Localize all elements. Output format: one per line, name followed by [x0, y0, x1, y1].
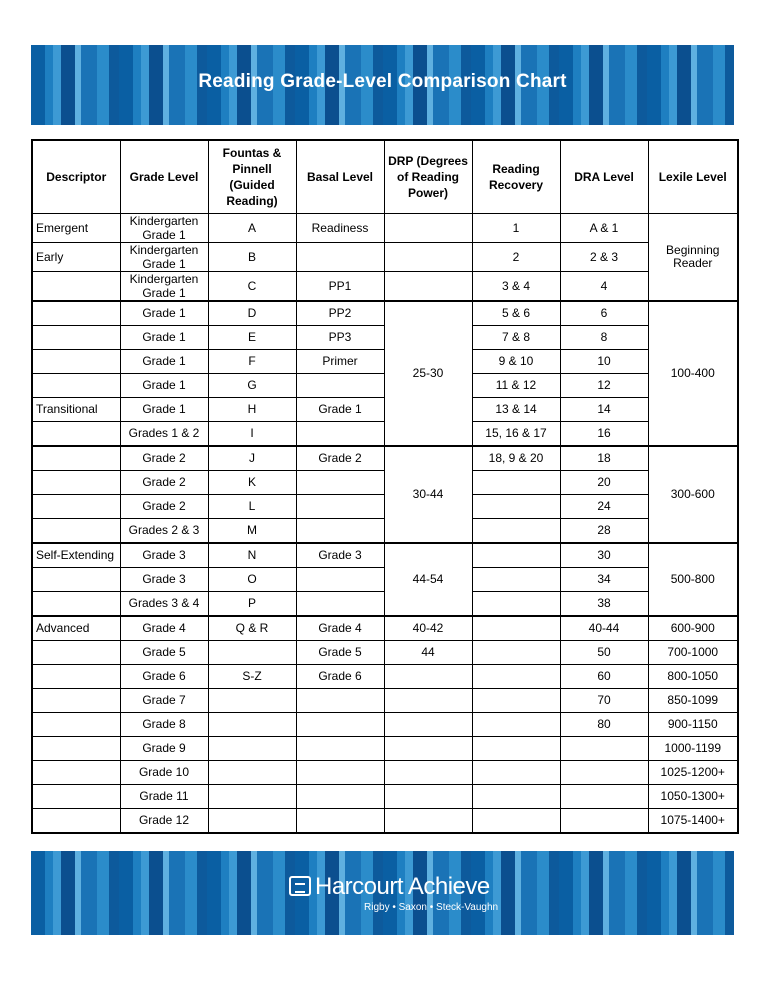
basal-cell: Primer: [296, 350, 384, 374]
table-row: [32, 785, 738, 809]
fp-cell: [208, 641, 296, 665]
rr-cell: [472, 616, 560, 641]
basal-cell: Grade 6: [296, 665, 384, 689]
basal-cell: [296, 471, 384, 495]
drp-cell: 44: [384, 641, 472, 665]
descriptor-cell: [32, 689, 120, 713]
table-row: [32, 761, 738, 785]
basal-cell: [296, 568, 384, 592]
grade-cell: Grade 1: [120, 326, 208, 350]
drp-cell: 44-54: [384, 543, 472, 616]
table-row: [32, 713, 738, 737]
fp-cell: [208, 737, 296, 761]
dra-cell: 40-44: [560, 616, 648, 641]
descriptor-cell: [32, 495, 120, 519]
logo-name: Harcourt Achieve: [315, 873, 490, 900]
descriptor-cell: [32, 761, 120, 785]
col-header: Reading Recovery: [472, 140, 560, 214]
basal-cell: [296, 785, 384, 809]
drp-cell: [384, 689, 472, 713]
dra-cell: 30: [560, 543, 648, 568]
lexile-cell: 300-600: [648, 446, 738, 543]
col-header: Descriptor: [32, 140, 120, 214]
fp-cell: D: [208, 301, 296, 326]
dra-cell: 80: [560, 713, 648, 737]
basal-cell: Grade 3: [296, 543, 384, 568]
descriptor-cell: [32, 785, 120, 809]
descriptor-cell: [32, 592, 120, 617]
lexile-cell: Beginning Reader: [648, 214, 738, 302]
fp-cell: P: [208, 592, 296, 617]
table-row: [32, 616, 738, 641]
rr-cell: [472, 543, 560, 568]
dra-cell: 16: [560, 422, 648, 447]
grade-cell: Grade 4: [120, 616, 208, 641]
fp-cell: N: [208, 543, 296, 568]
fp-cell: F: [208, 350, 296, 374]
grade-cell: Kindergarten Grade 1: [120, 214, 208, 243]
dra-cell: 10: [560, 350, 648, 374]
lexile-cell: 700-1000: [648, 641, 738, 665]
grade-cell: Grade 7: [120, 689, 208, 713]
basal-cell: [296, 761, 384, 785]
lexile-cell: 1000-1199: [648, 737, 738, 761]
fp-cell: C: [208, 272, 296, 302]
rr-cell: [472, 665, 560, 689]
dra-cell: 24: [560, 495, 648, 519]
drp-cell: [384, 785, 472, 809]
drp-cell: 25-30: [384, 301, 472, 446]
fp-cell: B: [208, 243, 296, 272]
descriptor-cell: Emergent: [32, 214, 120, 243]
fp-cell: [208, 689, 296, 713]
drp-cell: [384, 214, 472, 243]
fp-cell: [208, 713, 296, 737]
dra-cell: 60: [560, 665, 648, 689]
descriptor-cell: [32, 374, 120, 398]
grade-cell: Grades 1 & 2: [120, 422, 208, 447]
rr-cell: [472, 568, 560, 592]
rr-cell: [472, 519, 560, 544]
grade-cell: Grades 3 & 4: [120, 592, 208, 617]
col-header: Fountas & Pinnell (Guided Reading): [208, 140, 296, 214]
fp-cell: [208, 761, 296, 785]
table-row: [32, 543, 738, 568]
drp-cell: [384, 737, 472, 761]
rr-cell: 15, 16 & 17: [472, 422, 560, 447]
descriptor-cell: Early: [32, 243, 120, 272]
basal-cell: [296, 422, 384, 447]
descriptor-cell: [32, 272, 120, 302]
rr-cell: [472, 761, 560, 785]
harcourt-logo-icon: [289, 876, 311, 896]
dra-cell: [560, 809, 648, 834]
grade-cell: Grade 10: [120, 761, 208, 785]
basal-cell: PP2: [296, 301, 384, 326]
drp-cell: [384, 809, 472, 834]
drp-cell: 30-44: [384, 446, 472, 543]
table-row: [32, 214, 738, 243]
table-row: [32, 641, 738, 665]
table-row: [32, 243, 738, 272]
logo-subtitle: Rigby • Saxon • Steck-Vaughn: [364, 902, 499, 913]
grade-cell: Grade 9: [120, 737, 208, 761]
fp-cell: H: [208, 398, 296, 422]
basal-cell: Readiness: [296, 214, 384, 243]
descriptor-cell: [32, 326, 120, 350]
drp-cell: [384, 713, 472, 737]
basal-cell: [296, 374, 384, 398]
basal-cell: [296, 592, 384, 617]
descriptor-cell: [32, 422, 120, 447]
grade-cell: Grade 1: [120, 301, 208, 326]
dra-cell: [560, 761, 648, 785]
rr-cell: [472, 495, 560, 519]
grade-cell: Grade 1: [120, 374, 208, 398]
fp-cell: M: [208, 519, 296, 544]
drp-cell: 40-42: [384, 616, 472, 641]
dra-cell: A & 1: [560, 214, 648, 243]
drp-cell: [384, 761, 472, 785]
dra-cell: 20: [560, 471, 648, 495]
col-header: Lexile Level: [648, 140, 738, 214]
lexile-cell: 850-1099: [648, 689, 738, 713]
basal-cell: [296, 737, 384, 761]
descriptor-cell: Transitional: [32, 398, 120, 422]
rr-cell: 18, 9 & 20: [472, 446, 560, 471]
grade-cell: Grade 6: [120, 665, 208, 689]
basal-cell: PP1: [296, 272, 384, 302]
dra-cell: [560, 737, 648, 761]
rr-cell: [472, 713, 560, 737]
grade-cell: Grade 2: [120, 446, 208, 471]
lexile-cell: 1050-1300+: [648, 785, 738, 809]
basal-cell: Grade 5: [296, 641, 384, 665]
descriptor-cell: [32, 713, 120, 737]
fp-cell: [208, 809, 296, 834]
grade-cell: Grade 12: [120, 809, 208, 834]
table-row: [32, 737, 738, 761]
dra-cell: 14: [560, 398, 648, 422]
comparison-table: [31, 139, 739, 834]
dra-cell: 12: [560, 374, 648, 398]
fp-cell: E: [208, 326, 296, 350]
descriptor-cell: Advanced: [32, 616, 120, 641]
descriptor-cell: Self-Extending: [32, 543, 120, 568]
table-row: [32, 689, 738, 713]
basal-cell: [296, 519, 384, 544]
lexile-cell: 500-800: [648, 543, 738, 616]
fp-cell: G: [208, 374, 296, 398]
descriptor-cell: [32, 446, 120, 471]
page-title: Reading Grade-Level Comparison Chart: [198, 71, 567, 92]
grade-cell: Grade 1: [120, 350, 208, 374]
basal-cell: [296, 495, 384, 519]
col-header: DRP (Degrees of Reading Power): [384, 140, 472, 214]
fp-cell: Q & R: [208, 616, 296, 641]
descriptor-cell: [32, 568, 120, 592]
rr-cell: 9 & 10: [472, 350, 560, 374]
fp-cell: K: [208, 471, 296, 495]
basal-cell: [296, 809, 384, 834]
drp-cell: [384, 272, 472, 302]
basal-cell: Grade 1: [296, 398, 384, 422]
fp-cell: O: [208, 568, 296, 592]
basal-cell: PP3: [296, 326, 384, 350]
descriptor-cell: [32, 519, 120, 544]
footer-banner: [31, 851, 734, 935]
dra-cell: 2 & 3: [560, 243, 648, 272]
dra-cell: 6: [560, 301, 648, 326]
rr-cell: 3 & 4: [472, 272, 560, 302]
descriptor-cell: [32, 471, 120, 495]
descriptor-cell: [32, 641, 120, 665]
rr-cell: 2: [472, 243, 560, 272]
rr-cell: 5 & 6: [472, 301, 560, 326]
basal-cell: Grade 4: [296, 616, 384, 641]
col-header: DRA Level: [560, 140, 648, 214]
grade-cell: Grade 1: [120, 398, 208, 422]
grade-cell: Kindergarten Grade 1: [120, 272, 208, 302]
fp-cell: I: [208, 422, 296, 447]
dra-cell: 50: [560, 641, 648, 665]
descriptor-cell: [32, 809, 120, 834]
rr-cell: 11 & 12: [472, 374, 560, 398]
grade-cell: Grade 5: [120, 641, 208, 665]
rr-cell: 13 & 14: [472, 398, 560, 422]
lexile-cell: 900-1150: [648, 713, 738, 737]
grade-cell: Grade 3: [120, 568, 208, 592]
lexile-cell: 1025-1200+: [648, 761, 738, 785]
grade-cell: Grade 3: [120, 543, 208, 568]
table-row: [32, 301, 738, 326]
dra-cell: 70: [560, 689, 648, 713]
lexile-cell: 600-900: [648, 616, 738, 641]
dra-cell: 38: [560, 592, 648, 617]
grade-cell: Grade 2: [120, 471, 208, 495]
basal-cell: [296, 243, 384, 272]
table-row: [32, 272, 738, 302]
rr-cell: [472, 641, 560, 665]
rr-cell: 1: [472, 214, 560, 243]
header-row: [32, 140, 738, 214]
rr-cell: [472, 809, 560, 834]
rr-cell: [472, 737, 560, 761]
grade-cell: Grade 2: [120, 495, 208, 519]
table-row: [32, 665, 738, 689]
rr-cell: [472, 471, 560, 495]
dra-cell: [560, 785, 648, 809]
lexile-cell: 800-1050: [648, 665, 738, 689]
grade-cell: Grade 11: [120, 785, 208, 809]
rr-cell: 7 & 8: [472, 326, 560, 350]
grade-cell: Grades 2 & 3: [120, 519, 208, 544]
drp-cell: [384, 665, 472, 689]
dra-cell: 34: [560, 568, 648, 592]
dra-cell: 18: [560, 446, 648, 471]
table-row: [32, 446, 738, 471]
rr-cell: [472, 592, 560, 617]
grade-cell: Grade 8: [120, 713, 208, 737]
drp-cell: [384, 243, 472, 272]
lexile-cell: 100-400: [648, 301, 738, 446]
col-header: Grade Level: [120, 140, 208, 214]
basal-cell: [296, 689, 384, 713]
header-banner: [31, 45, 734, 125]
col-header: Basal Level: [296, 140, 384, 214]
descriptor-cell: [32, 737, 120, 761]
dra-cell: 8: [560, 326, 648, 350]
basal-cell: [296, 713, 384, 737]
descriptor-cell: [32, 665, 120, 689]
grade-cell: Kindergarten Grade 1: [120, 243, 208, 272]
fp-cell: L: [208, 495, 296, 519]
lexile-cell: 1075-1400+: [648, 809, 738, 834]
dra-cell: 28: [560, 519, 648, 544]
rr-cell: [472, 689, 560, 713]
descriptor-cell: [32, 350, 120, 374]
basal-cell: Grade 2: [296, 446, 384, 471]
table-row: [32, 809, 738, 834]
fp-cell: [208, 785, 296, 809]
fp-cell: S-Z: [208, 665, 296, 689]
descriptor-cell: [32, 301, 120, 326]
fp-cell: J: [208, 446, 296, 471]
fp-cell: A: [208, 214, 296, 243]
rr-cell: [472, 785, 560, 809]
dra-cell: 4: [560, 272, 648, 302]
